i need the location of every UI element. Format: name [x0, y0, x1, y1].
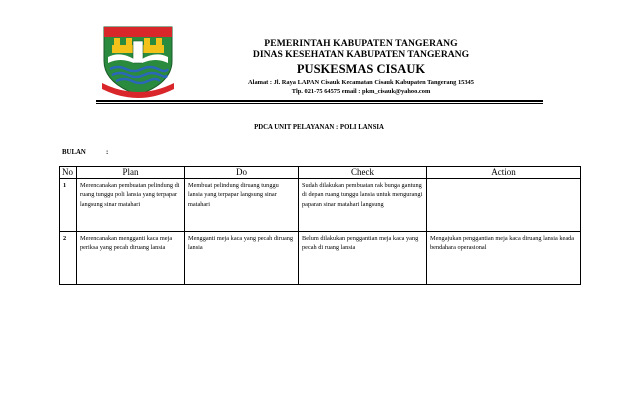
cell-plan: Merencanakan mengganti kaca meja periksa yang pecah diruang lansia [77, 232, 185, 285]
document-title: PDCA UNIT PELAYANAN : POLI LANSIA [254, 124, 384, 131]
column-header-do: Do [185, 167, 299, 179]
column-header-no: No [60, 167, 77, 179]
tangerang-emblem-logo [98, 21, 178, 99]
cell-check: Sudah dilakukan pembuatan rak bunga gantung di depan ruang tunggu lansia untuk mengurangi paparan sinar matahari langsung [299, 179, 427, 232]
header-puskesmas: PUSKESMAS CISAUK [296, 62, 426, 76]
header-government: PEMERINTAH KABUPATEN TANGERANG [264, 38, 458, 49]
cell-check: Belum dilakukan penggantian meja kaca yang pecah di ruang lansia [299, 232, 427, 285]
cell-action: Mengajukan penggantian meja kaca diruang lansia keada bendahara operasional [427, 232, 581, 285]
header-address: Alamat : Jl. Raya LAPAN Cisauk Kecamatan Cisauk Kabupaten Tangerang 15345 [248, 79, 474, 86]
letterhead-divider-thin [96, 103, 543, 104]
letterhead [200, 38, 522, 96]
column-header-plan: Plan [77, 167, 185, 179]
table-row [60, 179, 581, 232]
column-header-action: Action [427, 167, 581, 179]
pdca-table [59, 166, 581, 285]
letterhead-divider-thick [96, 100, 543, 102]
bulan-label: BULAN [62, 149, 86, 156]
cell-do: Mengganti meja kaca yang pecah diruang lansia [185, 232, 299, 285]
cell-action [427, 179, 581, 232]
column-header-check: Check [299, 167, 427, 179]
cell-plan: Merencanakan pembuatan pelindung di ruang tunggu poli lansia yang terpapar langsung sinar matahari [77, 179, 185, 232]
header-health-office: DINAS KESEHATAN KABUPATEN TANGERANG [252, 49, 470, 60]
cell-no: 2 [60, 232, 77, 285]
cell-no: 1 [60, 179, 77, 232]
header-contact: Tlp. 021-75 64575 email : pkm_cisauk@yahoo.com [291, 88, 431, 95]
table-header-row [60, 167, 581, 179]
bulan-colon: : [106, 149, 109, 156]
cell-do: Membuat pelindung diruang tunggu lansia yang terpapar langsung sinar matahari [185, 179, 299, 232]
table-row [60, 232, 581, 285]
